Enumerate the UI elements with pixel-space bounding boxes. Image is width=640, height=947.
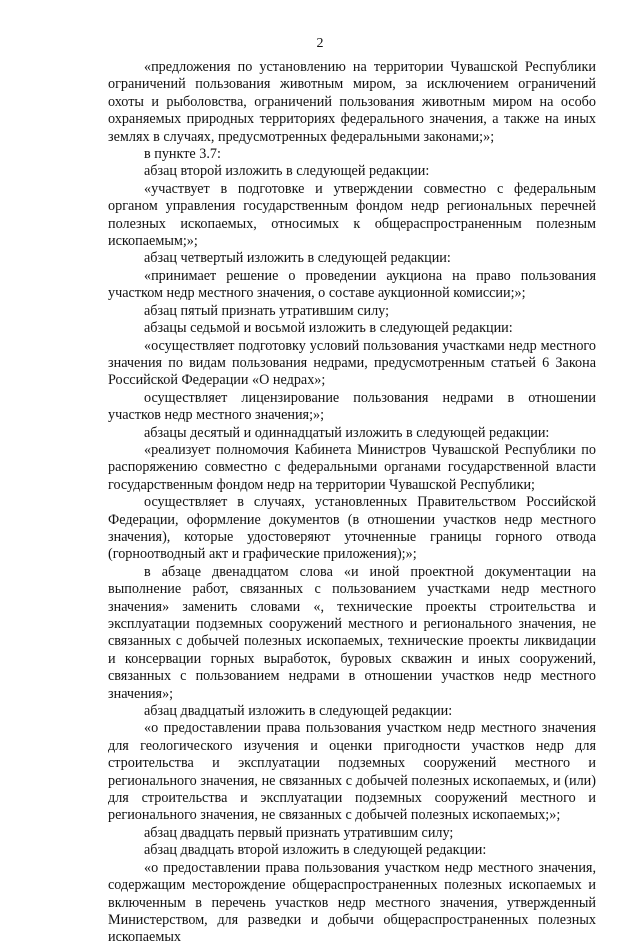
paragraph: «осуществляет подготовку условий пользования участками недр местного значения по видам пользования недрами, предусмотренным статьей 6 Закона Российской Федерации «О недрах»; [108, 337, 596, 389]
paragraph: абзац двадцатый изложить в следующей редакции: [144, 703, 453, 720]
paragraph: осуществляет лицензирование пользования недрами в отношении участков недр местного значения;»; [108, 389, 596, 424]
paragraph: «участвует в подготовке и утверждении совместно с федеральным органом управления государственным фондом недр региональных перечней полезных ископаемых, относимых к общераспространенным полезным ископаемым;»; [108, 180, 596, 250]
paragraph: абзац четвертый изложить в следующей редакции: [144, 250, 451, 267]
paragraph: «реализует полномочия Кабинета Министров Чувашской Республики по распоряжению совместно с федеральными органами государственной власти государственным фондом недр на территории Чувашской Республики; [108, 441, 596, 493]
paragraph: осуществляет в случаях, установленных Правительством Российской Федерации, оформление документов (в отношении участков недр местного значения), которые удостоверяют уточненные границы горного отвода (горноотводный акт и графические приложения);»; [108, 494, 596, 563]
paragraph: абзац двадцать первый признать утратившим силу; [144, 824, 454, 841]
paragraph: абзацы десятый и одиннадцатый изложить в следующей редакции: [144, 424, 550, 441]
document-body [108, 59, 596, 947]
paragraph: «предложения по установлению на территории Чувашской Республики ограничений пользования животным миром, за исключением ограничений охоты и рыболовства, ограничений пользования животным миром на особо охраняемых природных территориях федерального значения, а также на иных землях в случаях, предусмотренных федеральными законами;»; [108, 59, 596, 145]
page-number: 2 [316, 36, 324, 51]
paragraph: абзац двадцать второй изложить в следующей редакции: [144, 842, 487, 859]
paragraph: абзац пятый признать утратившим силу; [144, 302, 390, 319]
paragraph: «о предоставлении права пользования участком недр местного значения для геологического изучения и оценки пригодности участков недр для строительства и эксплуатации подземных сооружений местного и регионального значения, не связанных с добычей полезных ископаемых, и (или) для строительства и эксплуатации подземных сооружений местного и регионального значения, не связанных с добычей полезных ископаемых;»; [108, 720, 596, 824]
paragraph: в абзаце двенадцатом слова «и иной проектной документации на выполнение работ, связанных с пользованием участками недр местного значения» заменить словами «, технические проекты строительства и эксплуатации подземных сооружений местного и регионального значения, не связанных с добычей полезных ископаемых, технические проекты ликвидации и консервации горных выработок, буровых скважин и иных сооружений, связанных с пользованием недрами в отношении участков недр местного значения»; [108, 563, 596, 702]
paragraph: абзац второй изложить в следующей редакции: [144, 163, 430, 180]
paragraph: «принимает решение о проведении аукциона на право пользования участком недр местного значения, о составе аукционной комиссии;»; [108, 267, 596, 302]
paragraph: «о предоставлении права пользования участком недр местного значения, содержащим месторождение общераспространенных полезных ископаемых и включенным в перечень участков недр местного значения, утвержденный Министерством, для разведки и добычи общераспространенных полезных ископаемых [108, 859, 596, 946]
paragraph: в пункте 3.7: [144, 146, 221, 163]
paragraph: абзацы седьмой и восьмой изложить в следующей редакции: [144, 320, 513, 337]
